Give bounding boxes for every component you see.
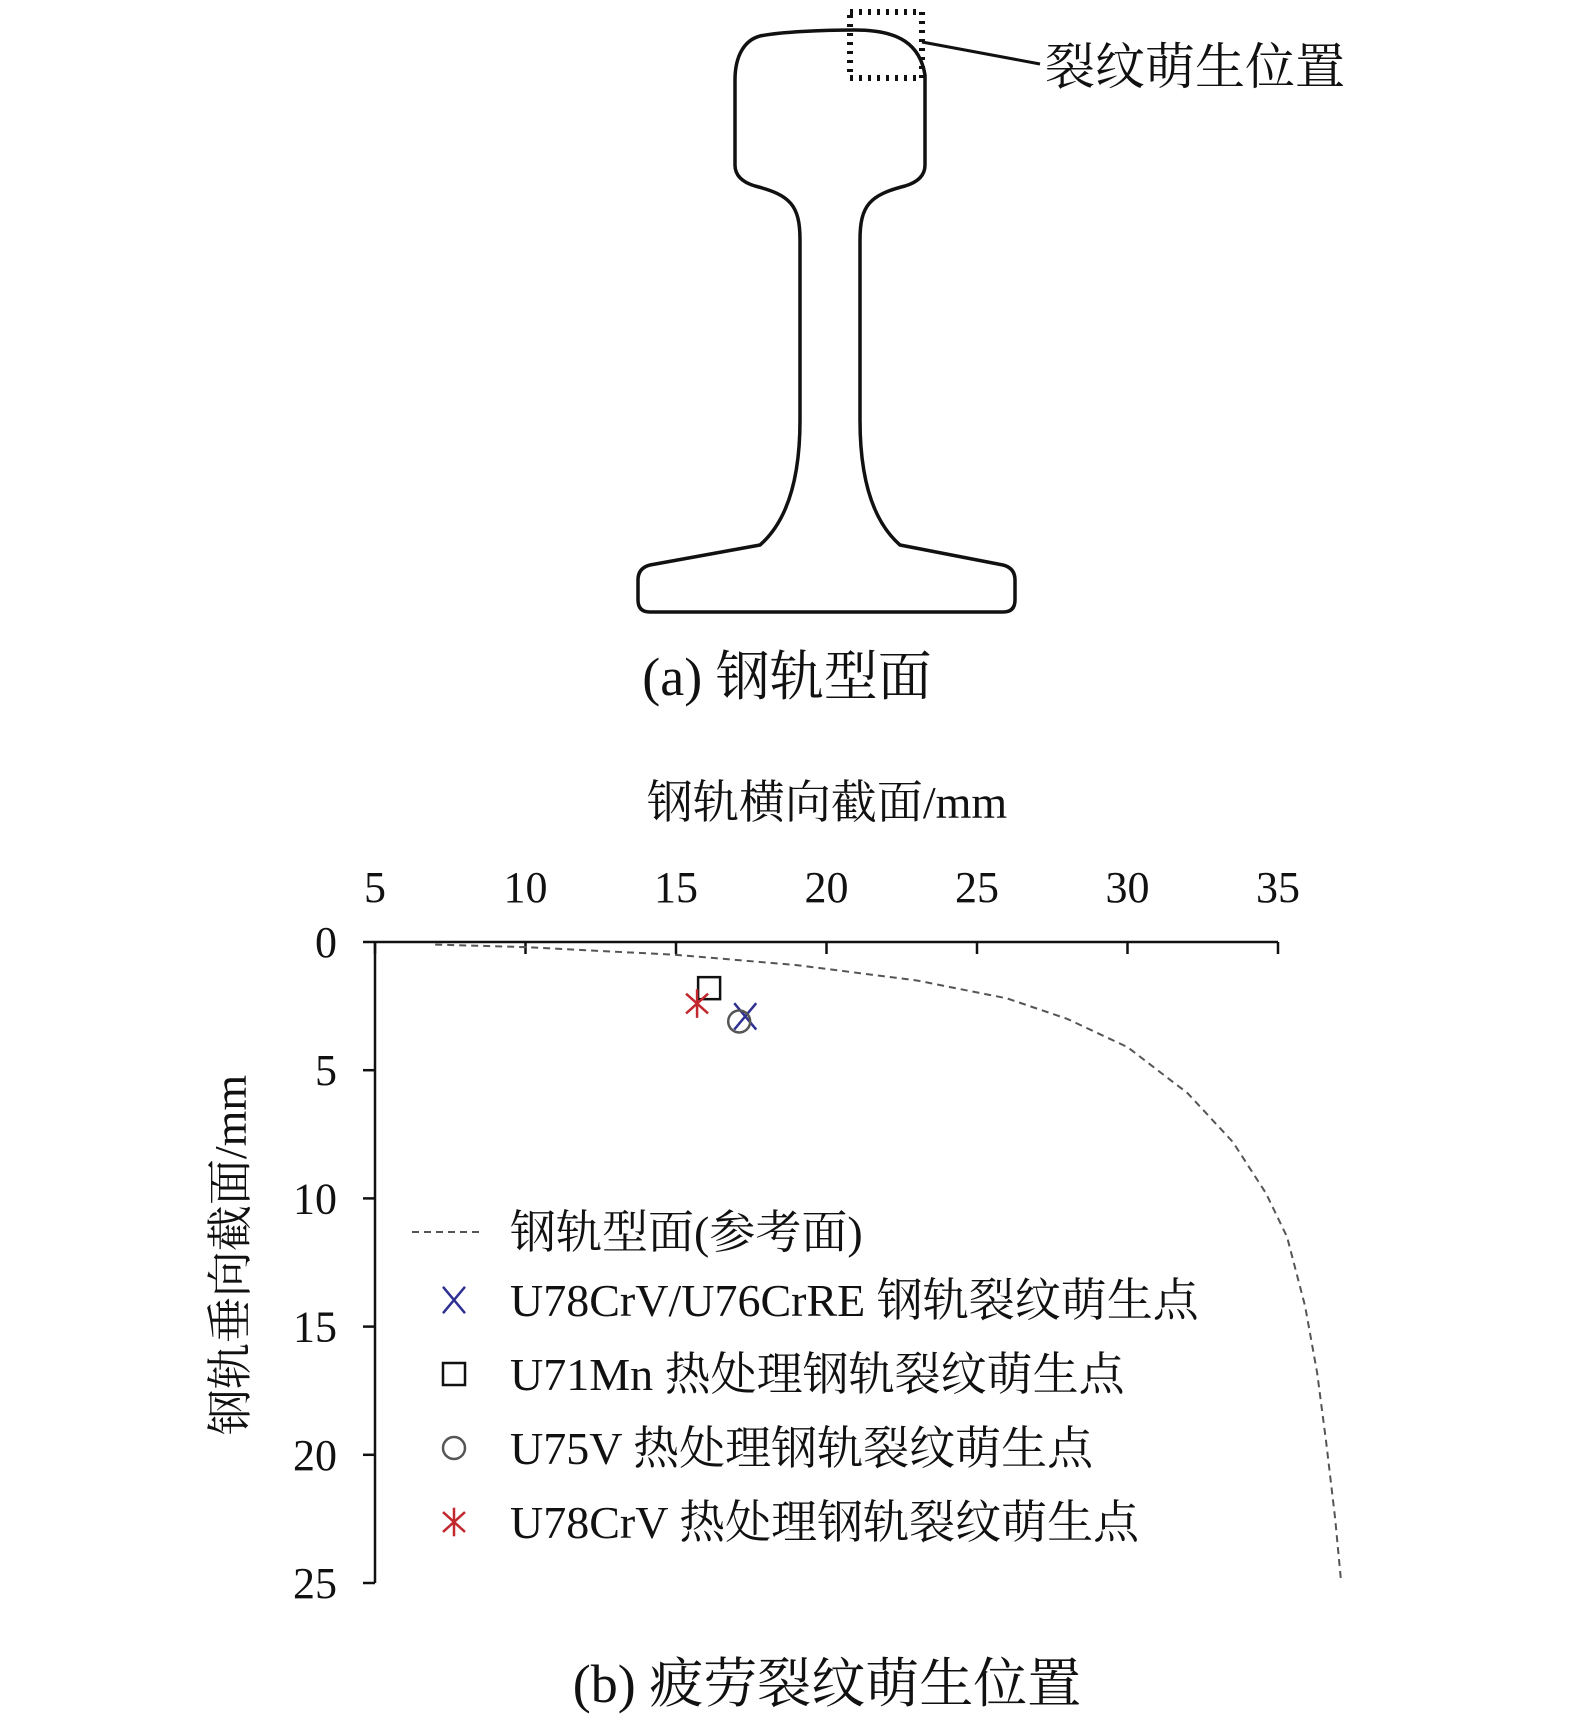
legend-label-circle: U75V 热处理钢轨裂纹萌生点 xyxy=(510,1423,1094,1474)
x-tick-label: 20 xyxy=(804,863,849,912)
legend-swatch-circle xyxy=(443,1437,465,1459)
y-tick-label: 25 xyxy=(293,1559,337,1608)
x-tick-label: 5 xyxy=(364,863,386,912)
y-tick-label: 5 xyxy=(315,1046,337,1096)
panel-b-caption: (b) 疲劳裂纹萌生位置 xyxy=(572,1654,1082,1714)
legend-label-x: U78CrV/U76CrRE 钢轨裂纹萌生点 xyxy=(510,1275,1199,1326)
data-point-x xyxy=(734,1003,756,1029)
y-tick-label: 0 xyxy=(315,918,337,967)
crack-initiation-markers xyxy=(686,977,756,1032)
legend-swatch-square xyxy=(443,1363,465,1385)
legend-label-profile: 钢轨型面(参考面) xyxy=(510,1207,863,1258)
legend-label-asterisk: U78CrV 热处理钢轨裂纹萌生点 xyxy=(510,1497,1140,1548)
data-point-asterisk xyxy=(686,989,708,1018)
crack-initiation-annotation: 裂纹萌生位置 xyxy=(1045,39,1345,95)
x-tick-label: 10 xyxy=(503,863,548,912)
x-axis-ticks xyxy=(364,863,1300,954)
data-point-square xyxy=(698,977,720,999)
chart-legend xyxy=(412,1207,1200,1548)
annotation-leader-line xyxy=(922,42,1040,64)
rail-profile-reference-line xyxy=(435,945,1341,1583)
x-tick-label: 15 xyxy=(654,863,698,912)
panel-a xyxy=(638,12,1345,707)
x-tick-label: 30 xyxy=(1105,863,1150,912)
legend-label-square: U71Mn 热处理钢轨裂纹萌生点 xyxy=(510,1349,1125,1400)
y-tick-label: 20 xyxy=(293,1430,337,1480)
legend-swatch-x xyxy=(443,1287,465,1313)
legend-swatch-asterisk xyxy=(443,1508,465,1537)
y-axis-ticks xyxy=(293,918,375,1608)
y-tick-label: 10 xyxy=(293,1174,337,1224)
x-axis-label: 钢轨横向截面/mm xyxy=(646,777,1008,828)
panel-a-caption: (a) 钢轨型面 xyxy=(642,647,932,707)
panel-b-chart xyxy=(205,777,1341,1608)
x-tick-label: 35 xyxy=(1256,863,1300,912)
data-point-circle xyxy=(728,1010,750,1032)
y-tick-label: 15 xyxy=(293,1302,337,1352)
y-axis-label: 钢轨垂向截面/mm xyxy=(205,1074,256,1436)
rail-cross-section-outline xyxy=(638,30,1015,612)
x-tick-label: 25 xyxy=(955,863,999,912)
